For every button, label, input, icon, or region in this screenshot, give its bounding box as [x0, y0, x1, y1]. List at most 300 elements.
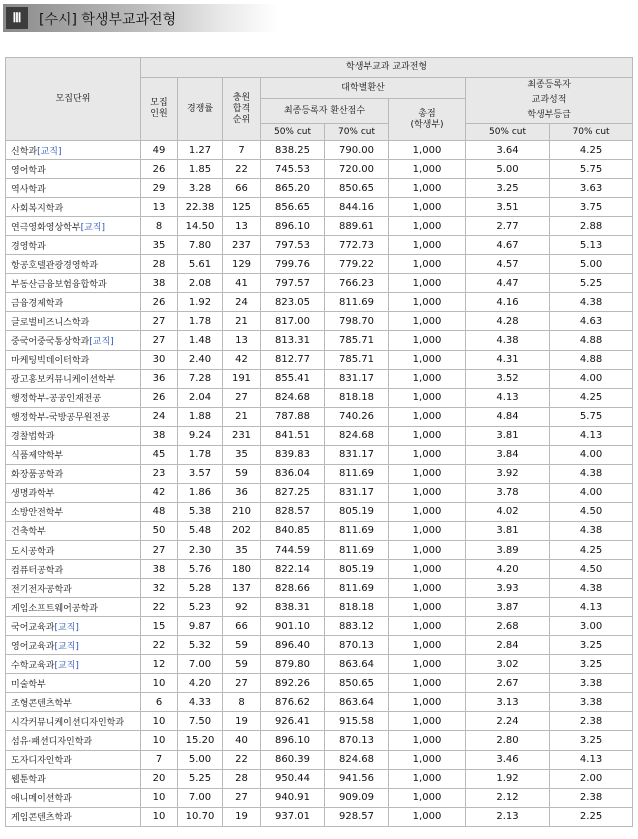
table-row [6, 293, 633, 312]
unit-name-cell [6, 598, 141, 617]
unit-name-cell [6, 388, 141, 407]
c70-cell: 844.16 [325, 198, 389, 217]
g50-cell: 5.00 [466, 160, 550, 179]
rate-cell: 1.88 [178, 407, 223, 426]
g70-cell: 3.25 [550, 636, 633, 655]
wait-cell: 13 [223, 217, 261, 236]
g50-cell: 1.92 [466, 769, 550, 788]
rate-cell: 9.24 [178, 426, 223, 445]
wait-cell: 28 [223, 769, 261, 788]
table-row [6, 331, 633, 350]
teaching-tag: [교직] [54, 660, 79, 671]
rate-cell: 2.08 [178, 274, 223, 293]
g70-cell: 4.38 [550, 464, 633, 483]
recruits-cell: 26 [141, 160, 178, 179]
unit-name: 글로벌비즈니스학과 [11, 317, 90, 328]
table-row [6, 769, 633, 788]
unit-name: 식품제약학부 [11, 451, 64, 462]
g70-cell: 5.13 [550, 236, 633, 255]
total-cell: 1,000 [389, 617, 466, 636]
g70-cell: 4.50 [550, 502, 633, 521]
total-cell: 1,000 [389, 521, 466, 540]
g50-cell: 4.57 [466, 255, 550, 274]
unit-name-cell [6, 617, 141, 636]
recruits-cell: 7 [141, 750, 178, 769]
c70-cell: 941.56 [325, 769, 389, 788]
recruits-cell: 32 [141, 579, 178, 598]
g50-cell: 4.02 [466, 502, 550, 521]
c50-cell: 797.57 [261, 274, 325, 293]
recruits-cell: 10 [141, 731, 178, 750]
rate-cell: 7.50 [178, 712, 223, 731]
g70-cell: 3.38 [550, 693, 633, 712]
table-row [6, 807, 633, 826]
table-row [6, 236, 633, 255]
rate-cell: 14.50 [178, 217, 223, 236]
c50-cell: 926.41 [261, 712, 325, 731]
g70-cell: 4.00 [550, 483, 633, 502]
c70-cell: 785.71 [325, 350, 389, 369]
unit-name: 항공호텔관광경영학과 [11, 260, 98, 271]
table-row [6, 788, 633, 807]
table-row [6, 350, 633, 369]
wait-cell: 41 [223, 274, 261, 293]
total-cell: 1,000 [389, 198, 466, 217]
recruits-cell: 38 [141, 560, 178, 579]
g50-cell: 4.31 [466, 350, 550, 369]
c70-cell: 772.73 [325, 236, 389, 255]
table-row [6, 502, 633, 521]
recruits-cell: 45 [141, 445, 178, 464]
rate-cell: 5.32 [178, 636, 223, 655]
total-cell: 1,000 [389, 426, 466, 445]
c50-cell: 896.10 [261, 217, 325, 236]
header-c70: 70% cut [325, 124, 389, 141]
total-cell: 1,000 [389, 750, 466, 769]
g50-cell: 2.84 [466, 636, 550, 655]
unit-name: 역사학과 [11, 184, 46, 195]
unit-name-cell [6, 350, 141, 369]
unit-name-cell [6, 655, 141, 674]
unit-name: 경영학과 [11, 241, 46, 252]
g50-cell: 4.67 [466, 236, 550, 255]
total-cell: 1,000 [389, 655, 466, 674]
unit-name-cell [6, 693, 141, 712]
wait-cell: 59 [223, 464, 261, 483]
unit-name-cell [6, 731, 141, 750]
total-cell: 1,000 [389, 407, 466, 426]
total-cell: 1,000 [389, 712, 466, 731]
c70-cell: 811.69 [325, 293, 389, 312]
wait-cell: 27 [223, 674, 261, 693]
c50-cell: 865.20 [261, 179, 325, 198]
rate-cell: 7.80 [178, 236, 223, 255]
c50-cell: 879.80 [261, 655, 325, 674]
c50-cell: 836.04 [261, 464, 325, 483]
wait-cell: 35 [223, 540, 261, 559]
admission-results-table [5, 57, 633, 827]
g70-cell: 4.13 [550, 426, 633, 445]
c70-cell: 818.18 [325, 598, 389, 617]
unit-name: 광고홍보커뮤니케이션학부 [11, 375, 116, 386]
table-row [6, 579, 633, 598]
c50-cell: 896.40 [261, 636, 325, 655]
wait-cell: 19 [223, 712, 261, 731]
unit-name-cell [6, 141, 141, 160]
unit-name-cell [6, 636, 141, 655]
recruits-cell: 12 [141, 655, 178, 674]
c70-cell: 824.68 [325, 750, 389, 769]
g50-cell: 3.92 [466, 464, 550, 483]
g50-cell: 3.81 [466, 426, 550, 445]
rate-cell: 9.87 [178, 617, 223, 636]
rate-cell: 2.40 [178, 350, 223, 369]
recruits-cell: 30 [141, 350, 178, 369]
total-cell: 1,000 [389, 807, 466, 826]
header-g50: 50% cut [466, 124, 550, 141]
c50-cell: 822.14 [261, 560, 325, 579]
unit-name: 전기전자공학과 [11, 584, 72, 595]
table-row [6, 731, 633, 750]
recruits-cell: 26 [141, 293, 178, 312]
g70-cell: 5.00 [550, 255, 633, 274]
g70-cell: 3.25 [550, 655, 633, 674]
rate-cell: 5.48 [178, 521, 223, 540]
unit-name-cell [6, 331, 141, 350]
unit-name-cell [6, 312, 141, 331]
g70-cell: 5.25 [550, 274, 633, 293]
wait-cell: 66 [223, 179, 261, 198]
recruits-cell: 35 [141, 236, 178, 255]
rate-cell: 7.00 [178, 788, 223, 807]
g50-cell: 2.24 [466, 712, 550, 731]
g70-cell: 3.63 [550, 179, 633, 198]
c70-cell: 720.00 [325, 160, 389, 179]
c50-cell: 817.00 [261, 312, 325, 331]
c70-cell: 863.64 [325, 693, 389, 712]
unit-name: 건축학부 [11, 527, 46, 538]
total-cell: 1,000 [389, 502, 466, 521]
recruits-cell: 8 [141, 217, 178, 236]
rate-cell: 5.25 [178, 769, 223, 788]
wait-cell: 202 [223, 521, 261, 540]
unit-name-cell [6, 255, 141, 274]
c50-cell: 787.88 [261, 407, 325, 426]
unit-name: 섬유·패션디자인학과 [11, 736, 93, 747]
table-row [6, 617, 633, 636]
rate-cell: 3.28 [178, 179, 223, 198]
wait-cell: 21 [223, 407, 261, 426]
unit-name-cell [6, 769, 141, 788]
wait-cell: 125 [223, 198, 261, 217]
unit-name-cell [6, 217, 141, 236]
rate-cell: 4.20 [178, 674, 223, 693]
table-row [6, 560, 633, 579]
unit-name-cell [6, 426, 141, 445]
unit-name: 행정학부-공공인재전공 [11, 394, 102, 405]
wait-cell: 231 [223, 426, 261, 445]
total-cell: 1,000 [389, 483, 466, 502]
recruits-cell: 38 [141, 274, 178, 293]
total-cell: 1,000 [389, 731, 466, 750]
unit-name: 중국어중국통상학과 [11, 336, 90, 347]
g70-cell: 3.75 [550, 198, 633, 217]
c50-cell: 838.31 [261, 598, 325, 617]
unit-name-cell [6, 236, 141, 255]
total-cell: 1,000 [389, 274, 466, 293]
header-g70: 70% cut [550, 124, 633, 141]
g50-cell: 3.64 [466, 141, 550, 160]
wait-cell: 59 [223, 655, 261, 674]
total-cell: 1,000 [389, 293, 466, 312]
unit-name: 생명과학부 [11, 489, 55, 500]
recruits-cell: 49 [141, 141, 178, 160]
rate-cell: 5.38 [178, 502, 223, 521]
recruits-cell: 27 [141, 540, 178, 559]
rate-cell: 5.00 [178, 750, 223, 769]
wait-cell: 13 [223, 331, 261, 350]
rate-cell: 5.61 [178, 255, 223, 274]
g50-cell: 4.20 [466, 560, 550, 579]
unit-name-cell [6, 788, 141, 807]
g50-cell: 4.38 [466, 331, 550, 350]
total-cell: 1,000 [389, 445, 466, 464]
c50-cell: 812.77 [261, 350, 325, 369]
total-cell: 1,000 [389, 464, 466, 483]
wait-cell: 66 [223, 617, 261, 636]
c50-cell: 841.51 [261, 426, 325, 445]
unit-name-cell [6, 369, 141, 388]
c70-cell: 850.65 [325, 674, 389, 693]
section-banner [3, 4, 278, 32]
table-row [6, 521, 633, 540]
table-row [6, 407, 633, 426]
unit-name: 조형콘텐츠학부 [11, 698, 72, 709]
c50-cell: 856.65 [261, 198, 325, 217]
table-row [6, 160, 633, 179]
recruits-cell: 13 [141, 198, 178, 217]
table-row [6, 712, 633, 731]
c70-cell: 909.09 [325, 788, 389, 807]
total-cell: 1,000 [389, 331, 466, 350]
table-row [6, 274, 633, 293]
unit-name-cell [6, 560, 141, 579]
teaching-tag: [교직] [37, 146, 62, 157]
header-total: 총점 (학생부) [389, 99, 466, 141]
unit-name-cell [6, 198, 141, 217]
total-cell: 1,000 [389, 350, 466, 369]
g50-cell: 3.46 [466, 750, 550, 769]
teaching-tag: [교직] [54, 622, 79, 633]
header-waitlist: 충원 합격 순위 [223, 78, 261, 141]
g50-cell: 3.02 [466, 655, 550, 674]
c70-cell: 831.17 [325, 369, 389, 388]
c50-cell: 797.53 [261, 236, 325, 255]
wait-cell: 59 [223, 636, 261, 655]
rate-cell: 7.28 [178, 369, 223, 388]
table-row [6, 312, 633, 331]
c50-cell: 892.26 [261, 674, 325, 693]
c70-cell: 740.26 [325, 407, 389, 426]
rate-cell: 1.78 [178, 445, 223, 464]
g70-cell: 5.75 [550, 407, 633, 426]
total-cell: 1,000 [389, 312, 466, 331]
unit-name-cell [6, 179, 141, 198]
total-cell: 1,000 [389, 179, 466, 198]
c70-cell: 928.57 [325, 807, 389, 826]
header-grade-group: 최종등록자 교과성적 학생부등급 [466, 78, 633, 124]
header-recruits: 모집 인원 [141, 78, 178, 141]
table-row [6, 655, 633, 674]
wait-cell: 24 [223, 293, 261, 312]
rate-cell: 1.85 [178, 160, 223, 179]
recruits-cell: 10 [141, 788, 178, 807]
g50-cell: 4.16 [466, 293, 550, 312]
g70-cell: 2.38 [550, 788, 633, 807]
c50-cell: 823.05 [261, 293, 325, 312]
unit-name-cell [6, 712, 141, 731]
recruits-cell: 42 [141, 483, 178, 502]
unit-name-cell [6, 445, 141, 464]
wait-cell: 21 [223, 312, 261, 331]
table-row [6, 540, 633, 559]
header-final-score-group: 최종등록자 환산점수 [261, 99, 389, 124]
unit-name: 영어교육과 [11, 641, 55, 652]
unit-name: 연극영화영상학부 [11, 222, 81, 233]
unit-name-cell [6, 274, 141, 293]
unit-name: 게임소프트웨어공학과 [11, 603, 98, 614]
recruits-cell: 38 [141, 426, 178, 445]
table-row [6, 255, 633, 274]
rate-cell: 2.04 [178, 388, 223, 407]
total-cell: 1,000 [389, 369, 466, 388]
g70-cell: 4.38 [550, 579, 633, 598]
total-cell: 1,000 [389, 560, 466, 579]
page-title: [수시] 학생부교과전형 [39, 12, 177, 28]
unit-name-cell [6, 807, 141, 826]
unit-name-cell [6, 464, 141, 483]
g70-cell: 4.88 [550, 331, 633, 350]
table-row [6, 483, 633, 502]
total-cell: 1,000 [389, 598, 466, 617]
g50-cell: 3.89 [466, 540, 550, 559]
c70-cell: 811.69 [325, 464, 389, 483]
unit-name-cell [6, 540, 141, 559]
g70-cell: 4.25 [550, 540, 633, 559]
g50-cell: 4.84 [466, 407, 550, 426]
g50-cell: 3.13 [466, 693, 550, 712]
rate-cell: 2.30 [178, 540, 223, 559]
table-row [6, 750, 633, 769]
c50-cell: 824.68 [261, 388, 325, 407]
g70-cell: 4.50 [550, 560, 633, 579]
unit-name-cell [6, 293, 141, 312]
total-cell: 1,000 [389, 236, 466, 255]
header-competition: 경쟁률 [178, 78, 223, 141]
g70-cell: 4.38 [550, 293, 633, 312]
c50-cell: 940.91 [261, 788, 325, 807]
wait-cell: 27 [223, 788, 261, 807]
header-top-group: 학생부교과 교과전형 [141, 58, 633, 78]
g50-cell: 2.77 [466, 217, 550, 236]
recruits-cell: 20 [141, 769, 178, 788]
wait-cell: 8 [223, 693, 261, 712]
c50-cell: 901.10 [261, 617, 325, 636]
table-row [6, 693, 633, 712]
c50-cell: 896.10 [261, 731, 325, 750]
unit-name: 부동산금융보험융합학과 [11, 279, 107, 290]
g70-cell: 3.38 [550, 674, 633, 693]
recruits-cell: 48 [141, 502, 178, 521]
c50-cell: 827.25 [261, 483, 325, 502]
total-cell: 1,000 [389, 540, 466, 559]
c70-cell: 863.64 [325, 655, 389, 674]
unit-name-cell [6, 160, 141, 179]
recruits-cell: 22 [141, 598, 178, 617]
g70-cell: 3.00 [550, 617, 633, 636]
g70-cell: 4.63 [550, 312, 633, 331]
c50-cell: 860.39 [261, 750, 325, 769]
total-cell: 1,000 [389, 388, 466, 407]
unit-name: 신학과 [11, 146, 38, 157]
rate-cell: 10.70 [178, 807, 223, 826]
c70-cell: 915.58 [325, 712, 389, 731]
rate-cell: 3.57 [178, 464, 223, 483]
g70-cell: 2.38 [550, 712, 633, 731]
wait-cell: 42 [223, 350, 261, 369]
g50-cell: 3.51 [466, 198, 550, 217]
c70-cell: 805.19 [325, 502, 389, 521]
recruits-cell: 10 [141, 674, 178, 693]
unit-name: 수학교육과 [11, 660, 55, 671]
wait-cell: 19 [223, 807, 261, 826]
recruits-cell: 36 [141, 369, 178, 388]
unit-name: 국어교육과 [11, 622, 55, 633]
c50-cell: 855.41 [261, 369, 325, 388]
unit-name: 화장품공학과 [11, 470, 64, 481]
total-cell: 1,000 [389, 693, 466, 712]
c70-cell: 790.00 [325, 141, 389, 160]
wait-cell: 129 [223, 255, 261, 274]
wait-cell: 180 [223, 560, 261, 579]
wait-cell: 40 [223, 731, 261, 750]
table-row [6, 464, 633, 483]
g50-cell: 4.13 [466, 388, 550, 407]
unit-name: 게임콘텐츠학과 [11, 813, 72, 824]
table-row [6, 426, 633, 445]
g70-cell: 4.38 [550, 521, 633, 540]
c50-cell: 828.66 [261, 579, 325, 598]
table-row [6, 636, 633, 655]
rate-cell: 15.20 [178, 731, 223, 750]
c70-cell: 818.18 [325, 388, 389, 407]
rate-cell: 4.33 [178, 693, 223, 712]
wait-cell: 22 [223, 160, 261, 179]
unit-name: 금융경제학과 [11, 298, 64, 309]
table-row [6, 388, 633, 407]
rate-cell: 1.92 [178, 293, 223, 312]
table-row [6, 179, 633, 198]
wait-cell: 7 [223, 141, 261, 160]
c50-cell: 813.31 [261, 331, 325, 350]
g70-cell: 2.88 [550, 217, 633, 236]
g50-cell: 4.47 [466, 274, 550, 293]
g50-cell: 3.78 [466, 483, 550, 502]
g50-cell: 3.52 [466, 369, 550, 388]
g50-cell: 3.87 [466, 598, 550, 617]
unit-name-cell [6, 483, 141, 502]
g50-cell: 2.13 [466, 807, 550, 826]
